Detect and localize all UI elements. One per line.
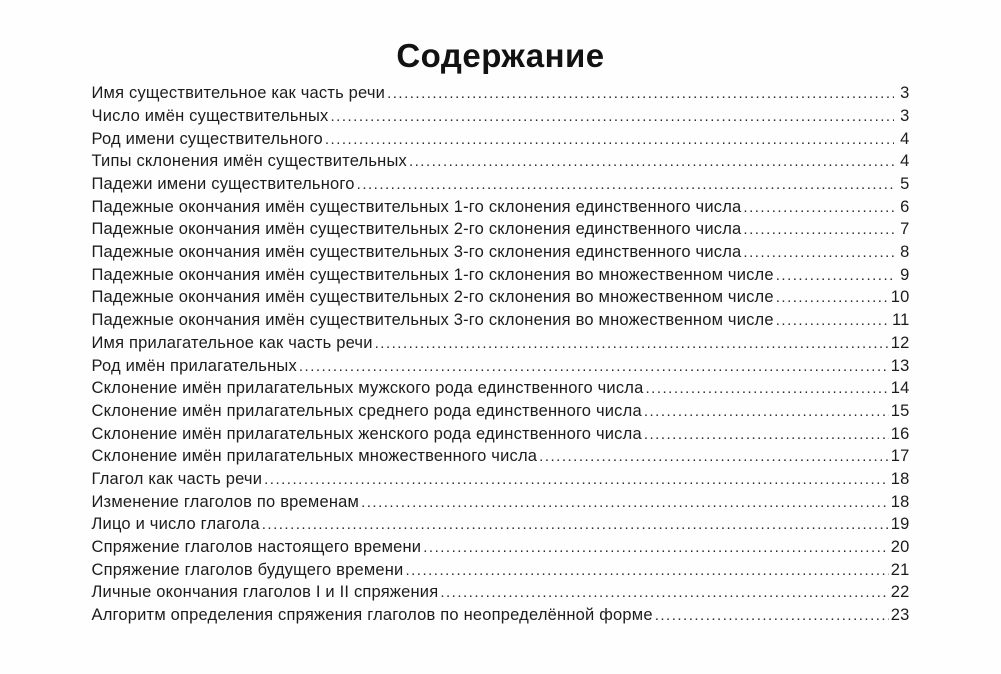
toc-dot-leader: [264, 470, 889, 489]
toc-entry-page-number: 8: [900, 243, 910, 262]
toc-entry-label: Род имени существительного: [91, 129, 323, 148]
toc-dot-leader: [776, 311, 890, 330]
toc-entry-page-number: 17: [890, 447, 910, 466]
toc-entry-label: Склонение имён прилагательных среднего рода единственного числа: [91, 401, 642, 420]
toc-entry-label: Имя существительное как часть речи: [91, 84, 386, 103]
toc-entry-page-number: 7: [900, 220, 910, 239]
toc-dot-leader: [655, 606, 889, 625]
toc-entry-label: Лицо и число глагола: [91, 515, 260, 534]
toc-dot-leader: [423, 538, 889, 557]
toc-entry-page-number: 3: [900, 106, 910, 125]
toc-entry-page-number: 4: [900, 129, 910, 148]
toc-entry: [92, 357, 910, 380]
toc-entry-label: Род имён прилагательных: [91, 356, 297, 375]
toc-entry-label: Личные окончания глаголов I и II спряжения: [91, 583, 439, 602]
toc-entry-page-number: 20: [890, 538, 910, 557]
toc-entry: [92, 198, 910, 221]
toc-entry-page-number: 4: [900, 152, 910, 171]
toc-dot-leader: [262, 515, 889, 534]
toc-dot-leader: [776, 288, 889, 307]
toc-entry: [92, 379, 910, 402]
toc-entry-label: Склонение имён прилагательных множественного числа: [91, 447, 538, 466]
toc-dot-leader: [743, 220, 893, 239]
toc-entry: [92, 107, 910, 130]
toc-entry-label: Спряжение глаголов настоящего времени: [91, 538, 422, 557]
toc-entry: [92, 130, 910, 153]
toc-entry-page-number: 15: [890, 401, 910, 420]
toc-dot-leader: [325, 130, 894, 149]
toc-entry-label: Спряжение глаголов будущего времени: [91, 560, 404, 579]
toc-entry-page-number: 3: [900, 84, 910, 103]
toc-entry: [92, 402, 910, 425]
toc-dot-leader: [375, 334, 889, 353]
toc-entry: [92, 152, 910, 175]
toc-entry-label: Изменение глаголов по временам: [91, 492, 360, 511]
toc-entry-label: Падежные окончания имён существительных 2-го склонения во множественном числе: [91, 288, 774, 307]
toc-entry-label: Падежные окончания имён существительных 3-го склонения единственного числа: [91, 243, 742, 262]
toc-dot-leader: [776, 266, 894, 285]
toc-entry-page-number: 22: [890, 583, 910, 602]
toc-entry: [92, 425, 910, 448]
toc-dot-leader: [539, 447, 889, 466]
toc-dot-leader: [330, 107, 893, 126]
toc-entry-label: Падежные окончания имён существительных 2-го склонения единственного числа: [91, 220, 742, 239]
toc-entry-page-number: 16: [890, 424, 910, 443]
toc-entry-page-number: 18: [890, 469, 910, 488]
toc-dot-leader: [299, 357, 889, 376]
toc-entry: [92, 288, 910, 311]
toc-entry-page-number: 9: [900, 265, 910, 284]
toc-entry-page-number: 23: [890, 606, 910, 625]
toc-entry-label: Склонение имён прилагательных мужского рода единственного числа: [91, 379, 644, 398]
toc-entry-page-number: 12: [890, 333, 910, 352]
toc-entry: [92, 175, 910, 198]
toc-dot-leader: [361, 493, 889, 512]
toc-entry: [92, 243, 910, 266]
toc-entry: [92, 561, 910, 584]
toc-entry-label: Число имён существительных: [91, 106, 329, 125]
toc-entry: [92, 220, 910, 243]
toc-entry-page-number: 6: [900, 197, 910, 216]
toc-entry-label: Падежные окончания имён существительных 1-го склонения единственного числа: [91, 197, 742, 216]
toc-entry: [92, 266, 910, 289]
toc-entry: [92, 583, 910, 606]
toc-dot-leader: [644, 402, 889, 421]
toc-entry-label: Глагол как часть речи: [91, 469, 263, 488]
toc-entry-label: Склонение имён прилагательных женского рода единственного числа: [91, 424, 642, 443]
toc-dot-leader: [440, 583, 888, 602]
toc-dot-leader: [644, 425, 889, 444]
toc-dot-leader: [409, 152, 894, 171]
toc-entry: [92, 470, 910, 493]
toc-entry: [92, 515, 910, 538]
toc-entry-page-number: 11: [891, 311, 910, 330]
toc-dot-leader: [743, 198, 893, 217]
toc-dot-leader: [646, 379, 889, 398]
toc-entry: [92, 538, 910, 561]
toc-entry-page-number: 5: [900, 175, 910, 194]
toc-entry: [92, 493, 910, 516]
toc-entry-page-number: 21: [890, 560, 910, 579]
toc-entry-label: Алгоритм определения спряжения глаголов по неопределённой форме: [91, 606, 653, 625]
toc-entry-page-number: 13: [890, 356, 910, 375]
toc-dot-leader: [405, 561, 888, 580]
toc-entry: [92, 334, 910, 357]
toc-entry-label: Имя прилагательное как часть речи: [91, 333, 373, 352]
toc-dot-leader: [743, 243, 893, 262]
toc-entry-label: Падежные окончания имён существительных 3-го склонения во множественном числе: [91, 311, 774, 330]
toc-entry-label: Падежные окончания имён существительных 1-го склонения во множественном числе: [91, 265, 774, 284]
toc-entry-page-number: 10: [890, 288, 910, 307]
toc-entry-label: Типы склонения имён существительных: [91, 152, 407, 171]
toc-entry: [92, 606, 910, 629]
toc-entry: [92, 84, 910, 107]
toc-dot-leader: [387, 84, 893, 103]
toc-entry: [92, 447, 910, 470]
toc-entry-page-number: 19: [890, 515, 910, 534]
toc-list: [92, 84, 910, 629]
toc-entry-page-number: 14: [890, 379, 910, 398]
toc-entry-page-number: 18: [890, 492, 910, 511]
page-title: Содержание: [396, 37, 605, 74]
toc-entry: [92, 311, 910, 334]
toc-dot-leader: [357, 175, 894, 194]
toc-entry-label: Падежи имени существительного: [91, 175, 355, 194]
